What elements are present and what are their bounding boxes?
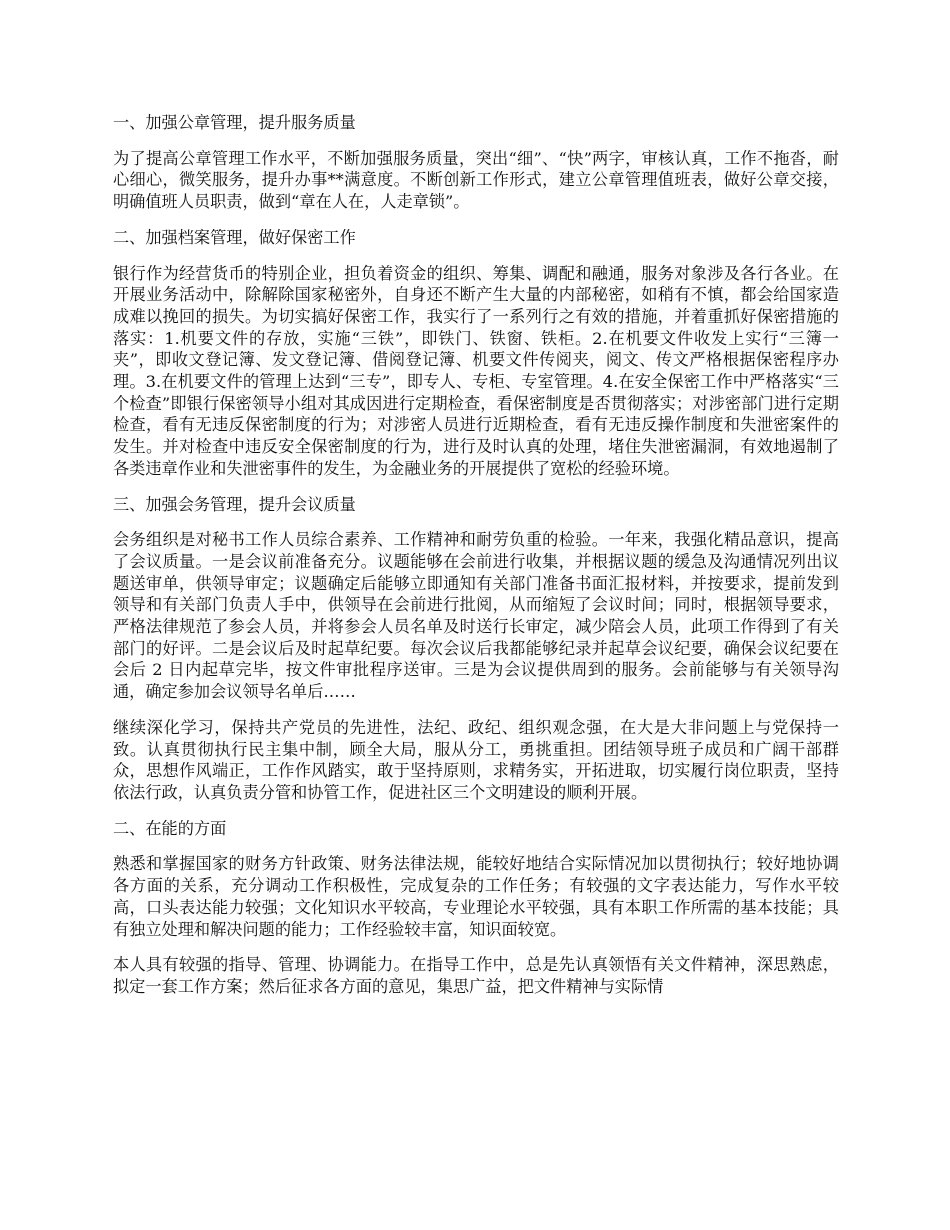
section-heading-ability: 二、在能的方面 [113, 818, 227, 838]
paragraph-seal-management: 为了提高公章管理工作水平，不断加强服务质量，突出“细”、“快”两字，审核认真，工作不拖沓，耐心细心，微笑服务，提升办事**满意度。不断创新工作形式，建立公章管理值班表，做好公章交接，明确值班人员职责，做到“章在人在，人走章锁”。 [113, 148, 839, 212]
paragraph-ability: 熟悉和掌握国家的财务方针政策、财务法律法规，能较好地结合实际情况加以贯彻执行；较好地协调各方面的关系，充分调动工作积极性，完成复杂的工作任务；有较强的文字表达能力，写作水平较高，口头表达能力较强；文化知识水平较高，专业理论水平较强，具有本职工作所需的基本技能；具有独立处理和解决问题的能力；工作经验较丰富，知识面较宽。 [113, 854, 839, 939]
paragraph-meeting-management: 会务组织是对秘书工作人员综合素养、工作精神和耐劳负重的检验。一年来，我强化精品意识，提高了会议质量。一是会议前准备充分。议题能够在会前进行收集，并根据议题的缓急及沟通情况列出议题送审单，供领导审定；议题确定后能够立即通知有关部门准备书面汇报材料，并按要求，提前发到领导和有关部门负责人手中，供领导在会前进行批阅，从而缩短了会议时间；同时，根据领导要求，严格法律规范了参会人员，并将参会人员名单及时送行长审定，减少陪会人员，此项工作得到了有关部门的好评。二是会议后及时起草纪要。每次会议后我都能够纪录并起草会议纪要，确保会议纪要在会后 2 日内起草完毕，按文件审批程序送审。三是为会议提供周到的服务。会前能够与有关领导沟通，确定参加会议领导名单后…… [113, 530, 839, 702]
document-page [113, 112, 839, 1012]
paragraph-study: 继续深化学习，保持共产党员的先进性，法纪、政纪、组织观念强，在大是大非问题上与党保持一致。认真贯彻执行民主集中制，顾全大局，服从分工，勇挑重担。团结领导班子成员和广阔干部群众，思想作风端正，工作作风踏实，敢于坚持原则，求精务实，开拓进取，切实履行岗位职责，坚持依法行政，认真负责分管和协管工作，促进社区三个文明建设的顺利开展。 [113, 717, 839, 802]
paragraph-guidance: 本人具有较强的指导、管理、协调能力。在指导工作中，总是先认真领悟有关文件精神，深思熟虑，拟定一套工作方案；然后征求各方面的意见，集思广益，把文件精神与实际情 [113, 955, 839, 996]
paragraph-archive-management: 银行作为经营货币的特别企业，担负着资金的组织、筹集、调配和融通，服务对象涉及各行各业。在开展业务活动中，除解除国家秘密外，自身还不断产生大量的内部秘密，如稍有不慎，都会给国家造成难以挽回的损失。为切实搞好保密工作，我实行了一系列行之有效的措施，并着重抓好保密措施的落实：1.机要文件的存放，实施“三铁”，即铁门、铁窗、铁柜。2.在机要文件收发上实行“三簿一夹”，即收文登记簿、发文登记簿、借阅登记簿、机要文件传阅夹，阅文、传文严格根据保密程序办理。3.在机要文件的管理上达到“三专”，即专人、专柜、专室管理。4.在安全保密工作中严格落实“三个检查”即银行保密领导小组对其成因进行定期检查，看保密制度是否贯彻落实；对涉密部门进行定期检查，看有无违反保密制度的行为；对涉密人员进行近期检查，看有无违反操作制度和失泄密案件的发生。并对检查中违反安全保密制度的行为，进行及时认真的处理，堵住失泄密漏洞，有效地遏制了各类违章作业和失泄密事件的发生，为金融业务的开展提供了宽松的经验环境。 [113, 263, 839, 478]
section-heading-seal-management: 一、加强公章管理，提升服务质量 [113, 113, 356, 132]
section-heading-meeting-management: 三、加强会务管理，提升会议质量 [113, 494, 356, 514]
section-heading-archive-management: 二、加强档案管理，做好保密工作 [113, 227, 356, 247]
